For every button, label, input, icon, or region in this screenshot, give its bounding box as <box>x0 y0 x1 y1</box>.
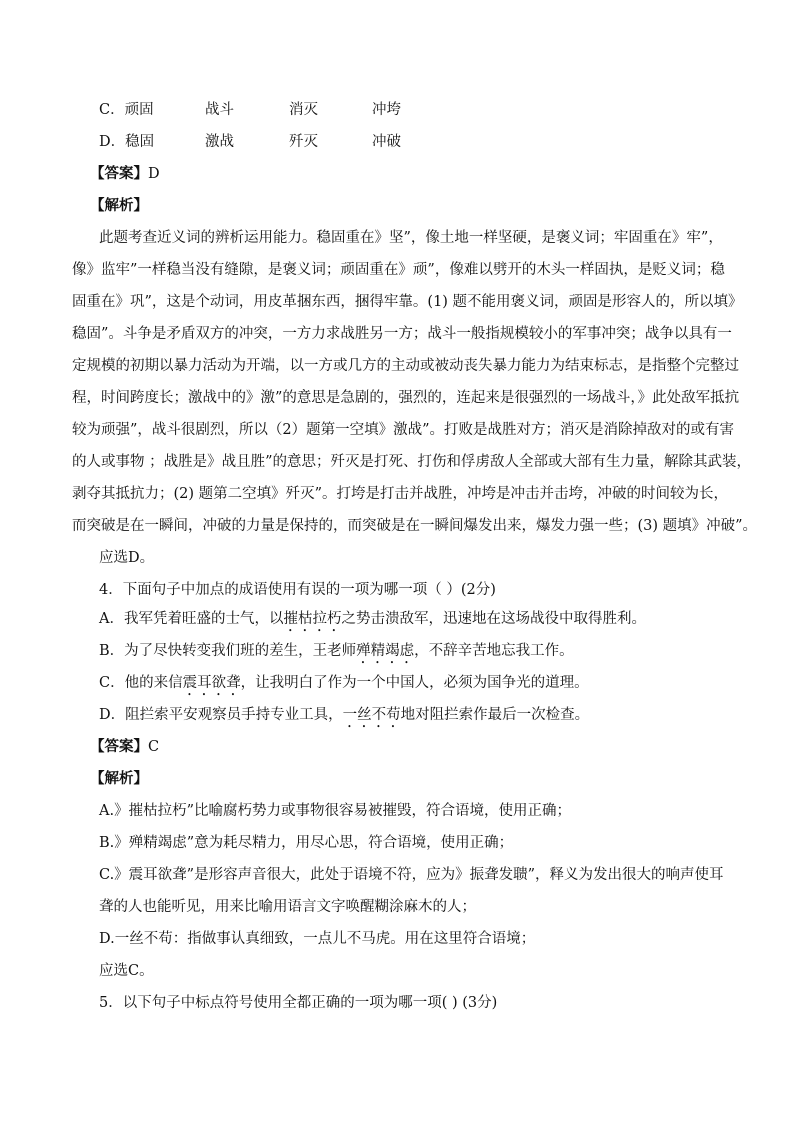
q3-analysis-line: 像》监牢”一样稳当没有缝隙，是褒义词；顽固重在》顽”，像难以劈开的木头一样固执，是贬义词；稳 <box>72 262 725 278</box>
option-text: ，不辞辛苦地忘我工作。 <box>414 643 574 659</box>
q3-analysis-line: 定规模的初期以暴力活动为开端，以一方或几方的主动或被动丧失暴力能力为结束标志，是指整个完整过 <box>72 358 739 374</box>
option-d-word-4: 冲破 <box>372 134 401 150</box>
q3-analysis-line: 固重在》巩”，这是个动词，用皮革捆东西，捆得牢靠。(1) 题不能用褒义词，顽固是形容人的，所以填》 <box>72 294 743 310</box>
q4-analysis-line: C.》震耳欲聋”是形容声音很大，此处于语境不符，应为》振聋发聩”，释义为发出很大的响声使耳 <box>99 867 724 883</box>
dotted-idiom: 殚精竭虑 <box>356 643 415 659</box>
q3-analysis-line: 而突破是在一瞬间，冲破的力量是保持的，而突破是在一瞬间爆发出来，爆发力强一些；(3) 题填》冲破”。 <box>72 518 758 534</box>
option-row-c <box>99 101 733 119</box>
q3-analysis-line: 此题考查近义词的辨析运用能力。稳固重在》坚”，像土地一样坚硬，是褒义词；牢固重在》牢”， <box>99 230 723 246</box>
q4-analysis-line: D.一丝不苟：指做事认真细致，一点儿不马虎。用在这里符合语境； <box>99 931 536 947</box>
option-row-d <box>99 133 733 151</box>
q4-analysis-line: 聋的人也能听见，用来比喻用语言文字唤醒糊涂麻木的人； <box>99 899 476 915</box>
option-c-word-2: 战斗 <box>205 102 234 118</box>
answer-label: 【答案】 <box>90 738 148 755</box>
answer-value: D <box>148 166 160 182</box>
q3-analysis-line: 程，时间跨度长；激战中的》激”的意思是急剧的，强烈的，连起来是很强烈的一场战斗，》此处敌军抵抗 <box>72 390 740 406</box>
q3-analysis-line: 剥夺其抵抗力；(2) 题第二空填》歼灭”。打垮是打击并战胜，冲垮是冲击并击垮，冲破的时间较为长， <box>72 486 729 502</box>
option-c-word-3: 消灭 <box>289 102 318 118</box>
analysis-label: 【解析】 <box>90 770 148 787</box>
q3-analysis-line: 稳固”。斗争是矛盾双方的冲突，一方力求战胜另一方；战斗一般指规模较小的军事冲突；战争以具有一 <box>72 326 732 342</box>
q4-analysis-line: B.》殚精竭虑”意为耗尽精力，用尽心思，符合语境，使用正确； <box>99 835 514 851</box>
option-text: 地对阻拦索作最后一次检查。 <box>400 707 590 723</box>
option-text: B．为了尽快转变我们班的差生，王老师 <box>99 643 357 659</box>
q4-option-a <box>99 610 733 635</box>
q4-analysis-line: A.》摧枯拉朽”比喻腐朽势力或事物很容易被摧毁，符合语境，使用正确； <box>99 803 571 819</box>
option-c-word-1: C．顽固 <box>99 102 154 118</box>
option-d-word-2: 激战 <box>205 134 234 150</box>
dotted-idiom: 震耳欲聋 <box>182 675 241 691</box>
q3-analysis-line: 的人或事物 ；战胜是》战且胜”的意思；歼灭是打死、打伤和俘虏敌人全部或大部有生力量，解除其武装， <box>72 454 752 470</box>
q4-analysis-label <box>90 770 733 788</box>
answer-label: 【答案】 <box>90 165 148 182</box>
option-text: A．我军凭着旺盛的士气，以 <box>99 611 284 627</box>
q4-stem: 4．下面句子中加点的成语使用有误的一项为哪一项（ ）(2分) <box>99 582 496 598</box>
q4-option-d <box>99 706 733 731</box>
q3-analysis-label <box>90 197 733 215</box>
answer-value: C <box>148 739 160 755</box>
option-text: C．他的来信 <box>99 675 183 691</box>
q3-analysis-line: 较为顽强”，战斗很剧烈，所以（2）题第一空填》激战”。打败是战胜对方；消灭是消除掉敌对的或有害 <box>72 422 735 438</box>
q4-conclusion: 应选C。 <box>99 963 154 979</box>
q3-conclusion: 应选D。 <box>99 550 155 566</box>
option-text: D．阻拦索平安观察员手持专业工具， <box>99 707 343 723</box>
dotted-idiom: 一丝不苟 <box>342 707 401 723</box>
q4-option-c <box>99 674 733 699</box>
q4-option-b <box>99 642 733 667</box>
option-d-word-3: 歼灭 <box>289 134 318 150</box>
q5-stem: 5．以下句子中标点符号使用全都正确的一项为哪一项( ) (3分) <box>99 995 498 1011</box>
q4-answer <box>90 738 733 756</box>
option-c-word-4: 冲垮 <box>372 102 401 118</box>
analysis-label: 【解析】 <box>90 197 148 214</box>
dotted-idiom: 摧枯拉朽 <box>283 611 342 627</box>
option-text: 之势击溃敌军，迅速地在这场战役中取得胜利。 <box>341 611 646 627</box>
q3-answer <box>90 165 733 183</box>
option-text: ，让我明白了作为一个中国人，必须为国争光的道理。 <box>240 675 589 691</box>
option-d-word-1: D．稳固 <box>99 134 155 150</box>
